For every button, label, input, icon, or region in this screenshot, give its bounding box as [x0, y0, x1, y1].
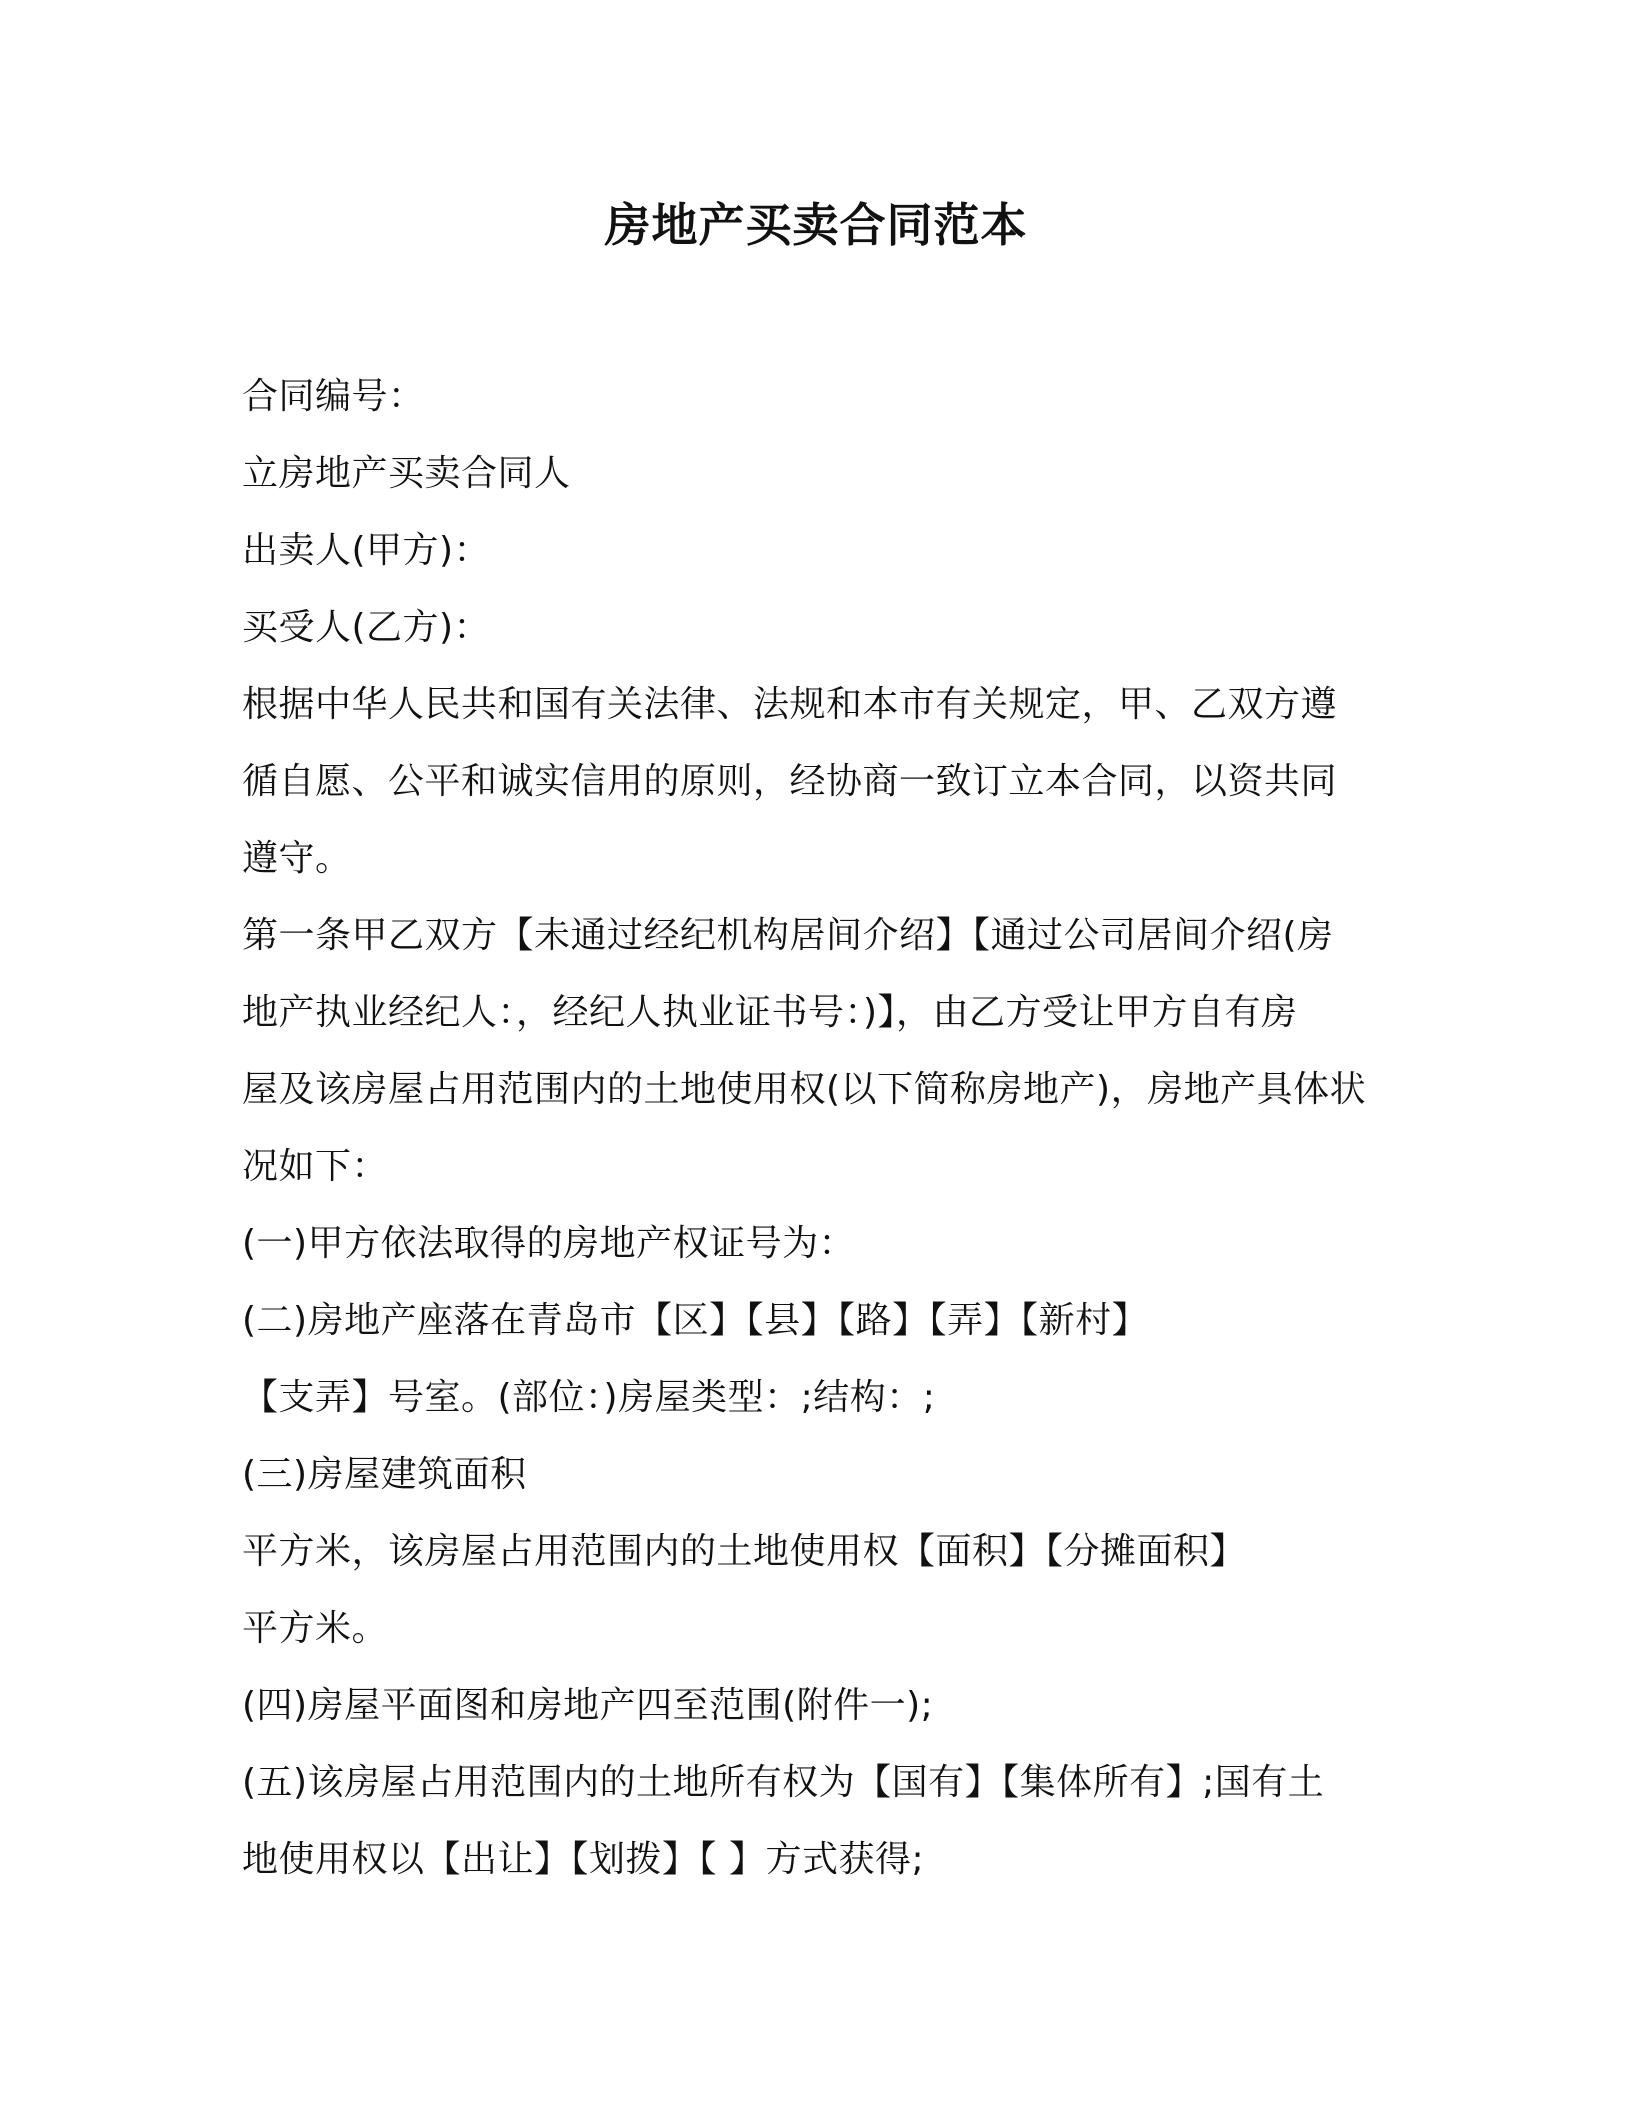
clause-3-line-2: 平方米，该房屋占用范围内的土地使用权【面积】【分摊面积】	[242, 1531, 1247, 1572]
preamble-line-3: 遵守。	[242, 838, 352, 879]
clause-1-line: (一)甲方依法取得的房地产权证号为：	[242, 1223, 856, 1264]
document-body	[242, 358, 1402, 1898]
clause-2-line-1: (二)房地产座落在青岛市【区】【县】【路】【弄】【新村】	[242, 1300, 1149, 1341]
article-one-line-2: 地产执业经纪人：，经纪人执业证书号：)】，由乙方受让甲方自有房	[242, 992, 1298, 1033]
clause-2-line-2: 【支弄】号室。(部位：)房屋类型：;结构：;	[242, 1377, 936, 1418]
clause-4-line: (四)房屋平面图和房地产四至范围(附件一);	[242, 1685, 934, 1726]
article-one-line-3: 屋及该房屋占用范围内的土地使用权(以下简称房地产)，房地产具体状	[242, 1069, 1367, 1110]
clause-5-line-2: 地使用权以【出让】【划拨】【 】方式获得;	[242, 1839, 925, 1880]
preamble-line-1: 根据中华人民共和国有关法律、法规和本市有关规定，甲、乙双方遵	[242, 684, 1338, 725]
document-title: 房地产买卖合同范本	[604, 198, 1028, 252]
contract-parties-line: 立房地产买卖合同人	[242, 453, 571, 494]
article-one-line-4: 况如下：	[242, 1146, 389, 1187]
article-one-line-1: 第一条甲乙双方【未通过经纪机构居间介绍】【通过公司居间介绍(房	[242, 915, 1334, 956]
buyer-line: 买受人(乙方)：	[242, 607, 491, 648]
contract-number-line: 合同编号：	[242, 376, 425, 417]
clause-3-line-1: (三)房屋建筑面积	[242, 1454, 527, 1495]
seller-line: 出卖人(甲方)：	[242, 530, 491, 571]
clause-5-line-1: (五)该房屋占用范围内的土地所有权为【国有】【集体所有】;国有土	[242, 1762, 1325, 1803]
clause-3-line-3: 平方米。	[242, 1608, 389, 1649]
preamble-line-2: 循自愿、公平和诚实信用的原则，经协商一致订立本合同，以资共同	[242, 761, 1338, 802]
